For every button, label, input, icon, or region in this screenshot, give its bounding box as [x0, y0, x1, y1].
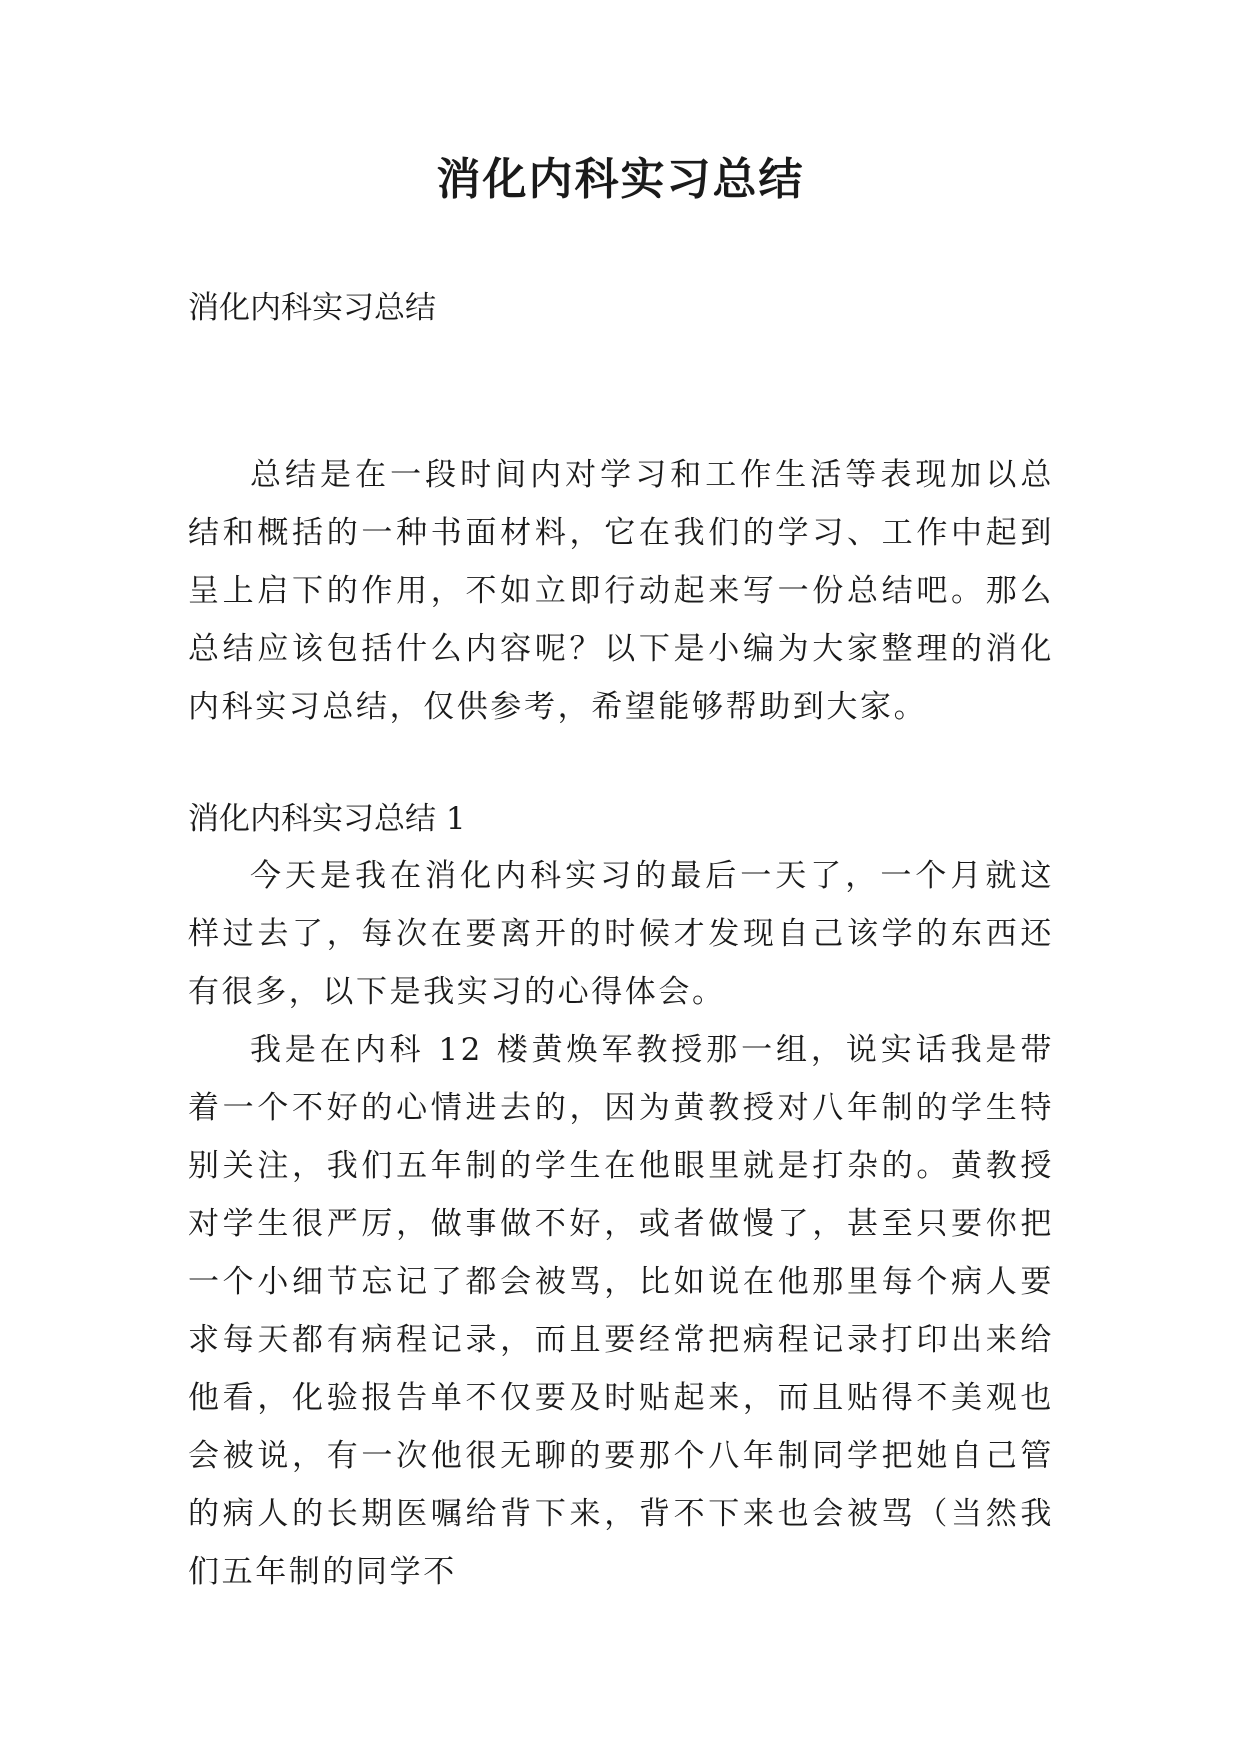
body-paragraph: 今天是我在消化内科实习的最后一天了，一个月就这样过去了，每次在要离开的时候才发现自己该学的东西还有很多，以下是我实习的心得体会。	[188, 858, 1054, 1010]
document-title: 消化内科实习总结	[436, 154, 805, 205]
spacer	[188, 736, 1054, 799]
spacer	[188, 839, 1054, 847]
document-subtitle: 消化内科实习总结	[188, 290, 436, 326]
body-paragraph: 我是在内科 12 楼黄焕军教授那一组，说实话我是带着一个不好的心情进去的，因为黄教授对八年制的学生特别关注，我们五年制的学生在他眼里就是打杂的。黄教授对学生很严厉，做事做不好，或者做慢了，甚至只要你把一个小细节忘记了都会被骂，比如说在他那里每个病人要求每天都有病程记录，而且要经常把病程记录打印出来给他看，化验报告单不仅要及时贴起来，而且贴得不美观也会被说，有一次他很无聊的要那个八年制同学把她自己管的病人的长期医嘱给背下来，背不下来也会被骂（当然我们五年制的同学不	[188, 1032, 1054, 1590]
spacer	[188, 328, 1054, 446]
section-heading: 消化内科实习总结 1	[188, 801, 466, 837]
document-body	[188, 288, 1054, 1601]
intro-paragraph: 总结是在一段时间内对学习和工作生活等表现加以总结和概括的一种书面材料，它在我们的学习、工作中起到呈上启下的作用，不如立即行动起来写一份总结吧。那么总结应该包括什么内容呢？以下是小编为大家整理的消化内科实习总结，仅供参考，希望能够帮助到大家。	[188, 457, 1054, 725]
